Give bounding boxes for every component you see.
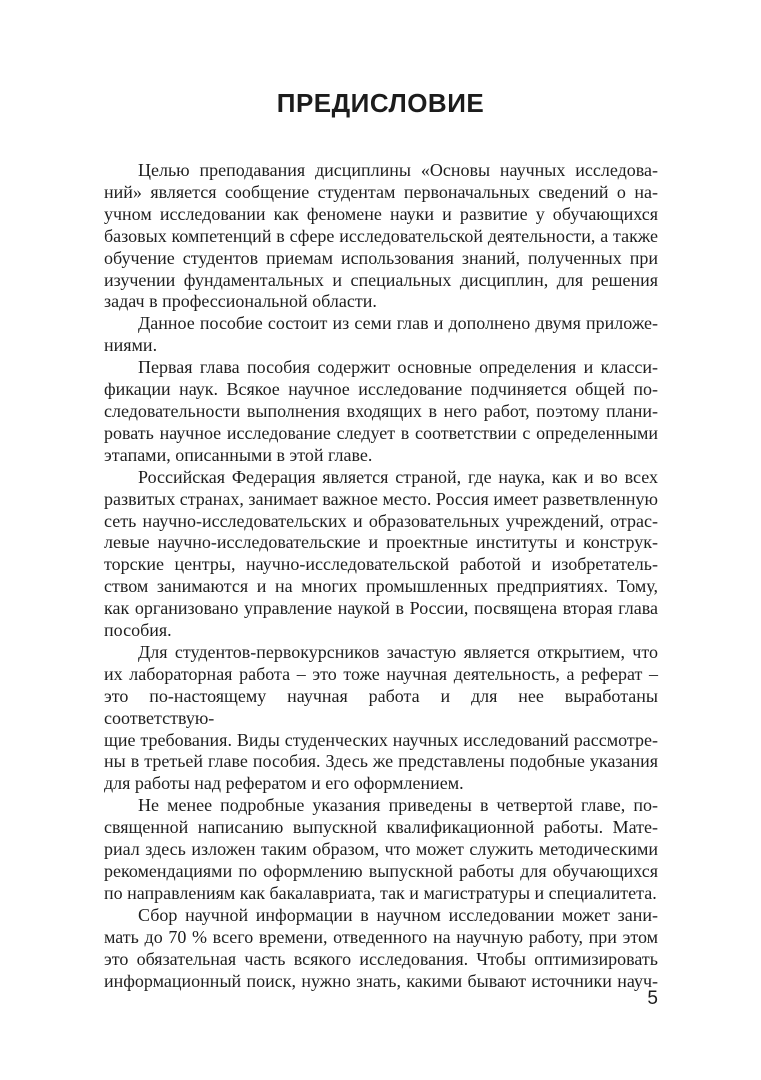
text-line: фикации наук. Всякое научное исследование подчиняется общей по- [104, 379, 658, 400]
text-line: Российская Федерация является страной, где наука, как и во всех [138, 466, 658, 487]
text-line: учном исследовании как феномене науки и развитие у обучающихся [104, 203, 658, 224]
text-line: сеть научно-исследовательских и образовательных учреждений, отрас- [104, 510, 658, 531]
text-line: этапами, описанными в этой главе. [104, 444, 373, 465]
text-line: ны в третьей главе пособия. Здесь же представлены подобные указания [104, 751, 658, 772]
text-line: информационный поиск, нужно знать, какими бывают источники науч- [104, 970, 658, 991]
text-line: ний» является сообщение студентам первоначальных сведений о на- [104, 181, 658, 202]
text-line: Для студентов-первокурсников зачастую является открытием, что [138, 641, 658, 662]
text-line: это обязательная часть всякого исследования. Чтобы оптимизировать [104, 948, 658, 969]
text-line: риал здесь изложен таким образом, что может служить методическими [104, 839, 658, 860]
text-line: базовых компетенций в сфере исследовательской деятельности, а также [104, 225, 658, 246]
text-line: по направлениям как бакалавриата, так и магистратуры и специалитета. [104, 882, 657, 903]
text-line: мать до 70 % всего времени, отведенного на научную работу, при этом [104, 926, 658, 947]
text-line: ниями. [104, 335, 158, 356]
page-title: ПРЕДИСЛОВИЕ [276, 88, 485, 118]
body-text [104, 160, 658, 992]
text-line: рекомендациями по оформлению выпускной работы для обучающихся [104, 861, 658, 881]
text-line: задач в профессиональной области. [104, 291, 377, 312]
text-line: Первая глава пособия содержит основные определения и класси- [138, 357, 658, 378]
text-line: их лабораторная работа – это тоже научная деятельность, а реферат – [104, 663, 658, 684]
text-line: Сбор научной информации в научном исследовании может зани- [138, 904, 658, 925]
page-number: 5 [647, 988, 658, 1009]
text-line: священной написанию выпускной квалификационной работы. Мате- [104, 817, 658, 838]
text-line: Не менее подробные указания приведены в четвертой главе, по- [138, 795, 658, 816]
text-line: пособия. [104, 620, 172, 641]
text-line: ством занимаются и на многих промышленных предприятиях. Тому, [104, 576, 658, 597]
text-line: это по-настоящему научная работа и для нее выработаны соответствую- [104, 685, 658, 728]
text-line: для работы над рефератом и его оформлением. [104, 773, 464, 794]
text-line: изучении фундаментальных и специальных дисциплин, для решения [104, 269, 658, 290]
text-line: щие требования. Виды студенческих научных исследований рассмотре- [104, 729, 658, 750]
text-line: развитых странах, занимает важное место. Россия имеет разветвленную [104, 488, 658, 509]
text-line: Целью преподавания дисциплины «Основы научных исследова- [138, 160, 658, 180]
text-line: ровать научное исследование следует в соответствии с определенными [104, 422, 658, 443]
text-line: следовательности выполнения входящих в него работ, поэтому плани- [104, 400, 658, 421]
text-line: торские центры, научно-исследовательской работой и изобретатель- [104, 554, 658, 575]
text-line: левые научно-исследовательские и проектные институты и конструк- [104, 532, 658, 553]
text-line: обучение студентов приемам использования знаний, полученных при [104, 247, 658, 268]
text-line: Данное пособие состоит из семи глав и дополнено двумя приложе- [138, 313, 658, 334]
text-line: как организовано управление наукой в России, посвящена вторая глава [104, 598, 658, 619]
